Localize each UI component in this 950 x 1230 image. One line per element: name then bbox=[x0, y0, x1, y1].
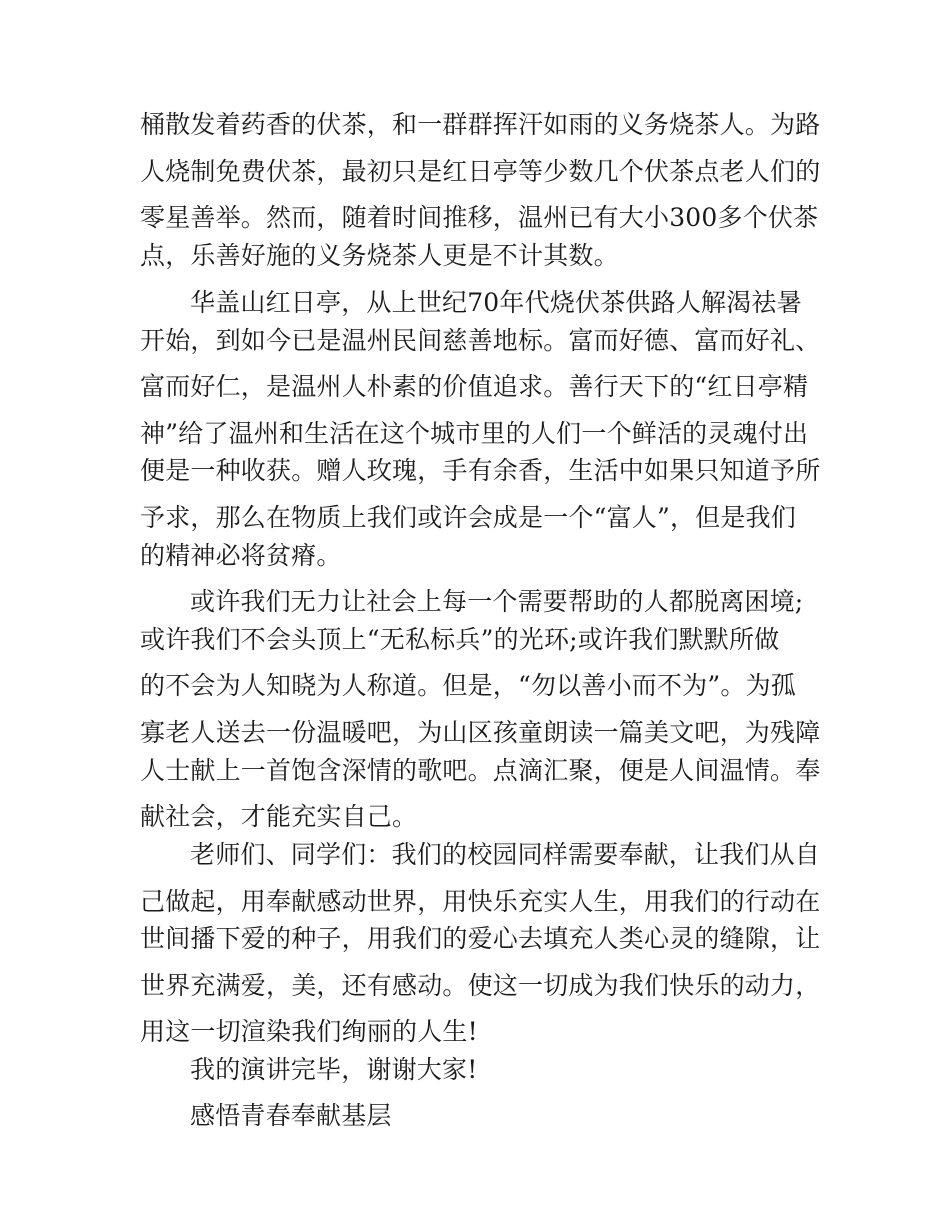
text-line: 开始，到如今已是温州民间慈善地标。富而好德、富而好礼、 bbox=[140, 326, 821, 355]
text-line: 神”给了温州和生活在这个城市里的人们一个鲜活的灵魂付出 bbox=[140, 419, 809, 448]
text-line: 便是一种收获。赠人玫瑰，手有余香，生活中如果只知道予所 bbox=[140, 456, 821, 485]
text-line: 的不会为人知晓为人称道。但是，“勿以善小而不为”。为孤 bbox=[140, 671, 796, 700]
text-line: 世界充满爱，美，还有感动。使这一切成为我们快乐的动力， bbox=[140, 971, 821, 1000]
text-line: 人烧制免费伏茶，最初只是红日亭等少数几个伏茶点老人们的 bbox=[140, 157, 821, 186]
text-line: 寡老人送去一份温暖吧，为山区孩童朗读一篇美文吧，为残障 bbox=[140, 718, 821, 747]
paragraph-start-line: 老师们、同学们：我们的校园同样需要奉献，让我们从自 bbox=[190, 840, 821, 869]
text-line: 零星善举。然而，随着时间推移，温州已有大小300多个伏茶 bbox=[140, 203, 819, 232]
text-line: 的精神必将贫瘠。 bbox=[140, 541, 342, 570]
text-line: 点，乐善好施的义务烧茶人更是不计其数。 bbox=[140, 241, 619, 270]
text-line: 富而好仁，是温州人朴素的价值追求。善行天下的“红日亭精 bbox=[140, 372, 809, 401]
text-line: 桶散发着药香的伏茶，和一群群挥汗如雨的义务烧茶人。为路 bbox=[140, 110, 821, 139]
next-section-title: 感悟青春奉献基层 bbox=[190, 1101, 392, 1130]
text-line: 己做起，用奉献感动世界，用快乐充实人生，用我们的行动在 bbox=[140, 887, 821, 916]
paragraph-start-line: 华盖山红日亭，从上世纪70年代烧伏茶供路人解渴祛暑 bbox=[190, 288, 802, 317]
text-line: 用这一切渲染我们绚丽的人生! bbox=[140, 1017, 478, 1046]
text-line: 予求，那么在物质上我们或许会成是一个“富人”，但是我们 bbox=[140, 503, 796, 532]
closing-line: 我的演讲完毕，谢谢大家! bbox=[190, 1055, 478, 1084]
paragraph-start-line: 或许我们无力让社会上每一个需要帮助的人都脱离困境; bbox=[190, 587, 804, 616]
text-line: 献社会，才能充实自己。 bbox=[140, 802, 418, 831]
text-line: 人士献上一首饱含深情的歌吧。点滴汇聚，便是人间温情。奉 bbox=[140, 756, 821, 785]
text-line: 或许我们不会头顶上“无私标兵”的光环;或许我们默默所做 bbox=[140, 625, 780, 654]
text-line: 世间播下爱的种子，用我们的爱心去填充人类心灵的缝隙，让 bbox=[140, 924, 821, 953]
